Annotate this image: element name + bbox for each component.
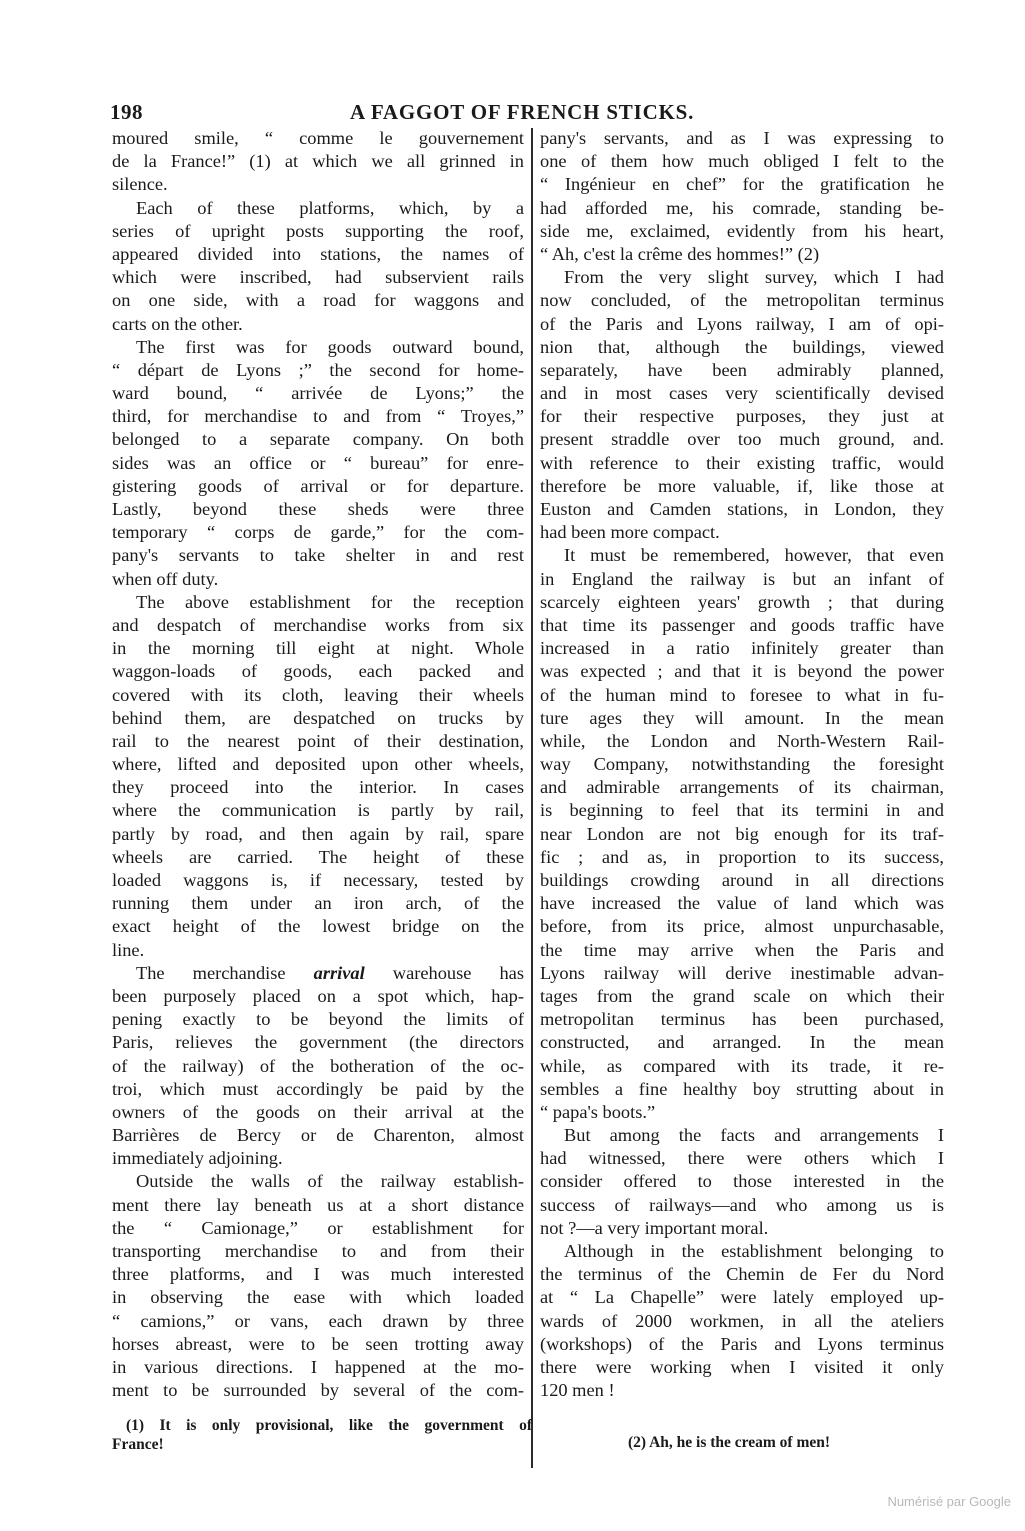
footnote-1-line-2: France! [112,1436,164,1453]
text-line: troi, which must accordingly be paid by the [112,1078,524,1099]
text-line: “ camions,” or vans, each drawn by three [112,1310,524,1331]
text-line: separately, have been admirably planned, [540,359,944,380]
text-line: wards of 2000 workmen, in all the ateliers [540,1310,944,1331]
text-line: horses abreast, were to be seen trotting away [112,1333,524,1354]
text-line: line. [112,939,145,960]
text-line: rail to the nearest point of their destination, [112,730,524,751]
text-line: the time may arrive when the Paris and [540,939,944,960]
text-line: consider offered to those interested in the [540,1171,944,1192]
text-line: behind them, are despatched on trucks by [112,707,524,728]
text-line: now concluded, of the metropolitan terminus [540,290,944,311]
text-line: exact height of the lowest bridge on the [112,916,524,937]
text-line: “ Ah, c'est la crême des hommes!” (2) [540,243,820,264]
text-line: and despatch of merchandise works from six [112,614,524,635]
text-line: ward bound, “ arrivée de Lyons;” the [112,383,524,404]
text-line: From the very slight survey, which I had [564,267,944,288]
text-line: ment to be surrounded by several of the com- [112,1380,524,1401]
text-line: of the Paris and Lyons railway, I am of opi- [540,313,944,334]
text-line [112,962,524,985]
text-line: Lyons railway will derive inestimable advan- [540,962,944,983]
text-line: Outside the walls of the railway establish- [136,1171,524,1192]
text-line: third, for merchandise to and from “ Troyes,” [112,406,524,427]
text-line: temporary “ corps de garde,” for the com- [112,522,524,543]
text-line: is beginning to feel that its termini in and [540,800,944,821]
running-title: A FAGGOT OF FRENCH STICKS. [350,100,695,124]
text-line: near London are not big enough for its traf- [540,823,944,844]
text-line: in the morning till eight at night. Whole [112,638,524,659]
text-line: gistering goods of arrival or for departure. [112,475,524,496]
text-line: metropolitan terminus has been purchased, [540,1009,944,1030]
text-line: series of upright posts supporting the roof, [112,220,524,241]
text-line: Euston and Camden stations, in London, they [540,499,944,519]
text-line: nion that, although the buildings, viewed [540,336,944,357]
text-line: which were inscribed, had subservient rails [112,267,524,288]
text-line: “ papa's boots.” [540,1101,656,1122]
text-line: transporting merchandise to and from their [112,1241,524,1261]
right-column [540,127,944,1402]
text-line: on one side, with a road for waggons and [112,290,524,311]
footnote-1-line-1: (1) It is only provisional, like the government of [126,1417,532,1434]
text-line: had witnessed, there were others which I [540,1148,944,1169]
footnote-1 [112,1416,532,1454]
text-line: was expected ; and that it is beyond the power [540,661,944,682]
text-line: belonged to a separate company. On both [112,429,524,450]
text-line: pany's servants to take shelter in and rest [112,545,524,566]
text-line: way Company, notwithstanding the foresight [540,754,944,775]
text-line: and admirable arrangements of its chairman, [540,777,944,798]
text-segment: warehouse has [364,962,524,983]
text-line: in observing the ease with which loaded [112,1287,524,1308]
text-line: ment there lay beneath us at a short distance [112,1194,524,1215]
text-line: pany's servants, and as I was expressing to [540,128,944,148]
page-number: 198 [110,100,143,124]
text-line: present straddle over too much ground, and. [540,429,944,450]
text-line: for their respective purposes, they just at [540,406,944,427]
text-line: before, from its price, almost unpurchasable, [540,916,944,937]
text-line: Although in the establishment belonging to [564,1241,944,1261]
text-line: Lastly, beyond these sheds were three [112,499,524,519]
column-divider [531,128,533,1468]
text-line: have increased the value of land which was [540,893,944,914]
text-line: The above establishment for the reception [136,591,524,612]
text-line: running them under an iron arch, of the [112,893,524,914]
text-line: “ départ de Lyons ;” the second for home- [112,359,524,380]
text-line: in England the railway is but an infant of [540,568,944,589]
text-line: “ Ingénieur en chef” for the gratification he [540,174,944,195]
text-line: there were working when I visited it only [540,1356,944,1377]
footnote-2: (2) Ah, he is the cream of men! [628,1434,831,1451]
text-line: been purposely placed on a spot which, hap- [112,985,524,1006]
text-line: (workshops) of the Paris and Lyons terminus [540,1333,944,1354]
text-line: sembles a fine healthy boy strutting about in [540,1078,944,1099]
text-line: immediately adjoining. [112,1148,283,1169]
text-line: Barrières de Bercy or de Charenton, almost [112,1125,524,1146]
text-line: covered with its cloth, leaving their wheels [112,684,524,705]
text-line: silence. [112,174,168,195]
text-line: wheels are carried. The height of these [112,846,524,867]
text-line: where the communication is partly by rail, [112,800,524,821]
text-line: when off duty. [112,568,219,589]
text-line: side me, exclaimed, evidently from his heart, [540,220,944,241]
text-line: the terminus of the Chemin de Fer du Nord [540,1264,944,1285]
text-line: at “ La Chapelle” were lately employed up- [540,1287,944,1308]
text-line: 120 men ! [540,1380,615,1401]
text-line: buildings crowding around in all directions [540,870,944,890]
text-line: Each of these platforms, which, by a [136,197,524,218]
text-line: moured smile, “ comme le gouvernement [112,128,524,148]
text-line: had been more compact. [540,522,720,543]
text-line: while, the London and North-Western Rail- [540,730,944,751]
text-line: they proceed into the interior. In cases [112,777,524,798]
text-line: the “ Camionage,” or establishment for [112,1217,524,1238]
text-line: increased in a ratio infinitely greater than [540,638,944,659]
text-line: ture ages they will amount. In the mean [540,707,944,728]
text-line: while, as compared with its trade, it re- [540,1055,944,1076]
text-line: It must be remembered, however, that even [564,545,944,566]
text-line: fic ; and as, in proportion to its success, [540,846,944,867]
text-line: partly by road, and then again by rail, spare [112,823,524,844]
text-line: with reference to their existing traffic, would [540,452,944,473]
text-line: waggon-loads of goods, each packed and [112,661,524,682]
text-line: tages from the grand scale on which their [540,985,944,1006]
text-line: owners of the goods on their arrival at the [112,1101,524,1122]
digitization-watermark: Numérisé par Google [887,1494,1011,1509]
left-column [112,127,524,1402]
text-line: and in most cases very scientifically devised [540,383,944,404]
text-line: carts on the other. [112,313,243,334]
text-line: Paris, relieves the government (the directors [112,1032,524,1053]
text-line: success of railways—and who among us is [540,1194,944,1215]
text-line: pening exactly to be beyond the limits of [112,1009,524,1030]
text-line: loaded waggons is, if necessary, tested by [112,870,524,890]
text-line: three platforms, and I was much interested [112,1264,524,1285]
text-line: appeared divided into stations, the names of [112,243,524,264]
text-line: in various directions. I happened at the mo- [112,1356,524,1377]
text-line: therefore be more valuable, if, like those at [540,475,944,496]
text-line: The first was for goods outward bound, [136,336,524,357]
text-segment: The merchandise [136,962,314,983]
text-line: But among the facts and arrangements I [564,1125,944,1146]
text-line: de la France!” (1) at which we all grinned in [112,151,524,172]
text-line: of the human mind to foresee to what in fu- [540,684,944,705]
text-line: that time its passenger and goods traffic have [540,614,944,635]
text-line: constructed, and arranged. In the mean [540,1032,944,1053]
italic-emphasis: arrival [313,962,365,983]
text-line: of the railway) of the botheration of the oc- [112,1055,524,1076]
text-line: not ?—a very important moral. [540,1217,769,1238]
text-line: scarcely eighteen years' growth ; that during [540,591,944,612]
text-line: had afforded me, his comrade, standing be- [540,197,944,218]
text-line: sides was an office or “ bureau” for enre- [112,452,524,473]
text-line: where, lifted and deposited upon other wheels, [112,754,524,775]
text-line: one of them how much obliged I felt to the [540,151,944,172]
